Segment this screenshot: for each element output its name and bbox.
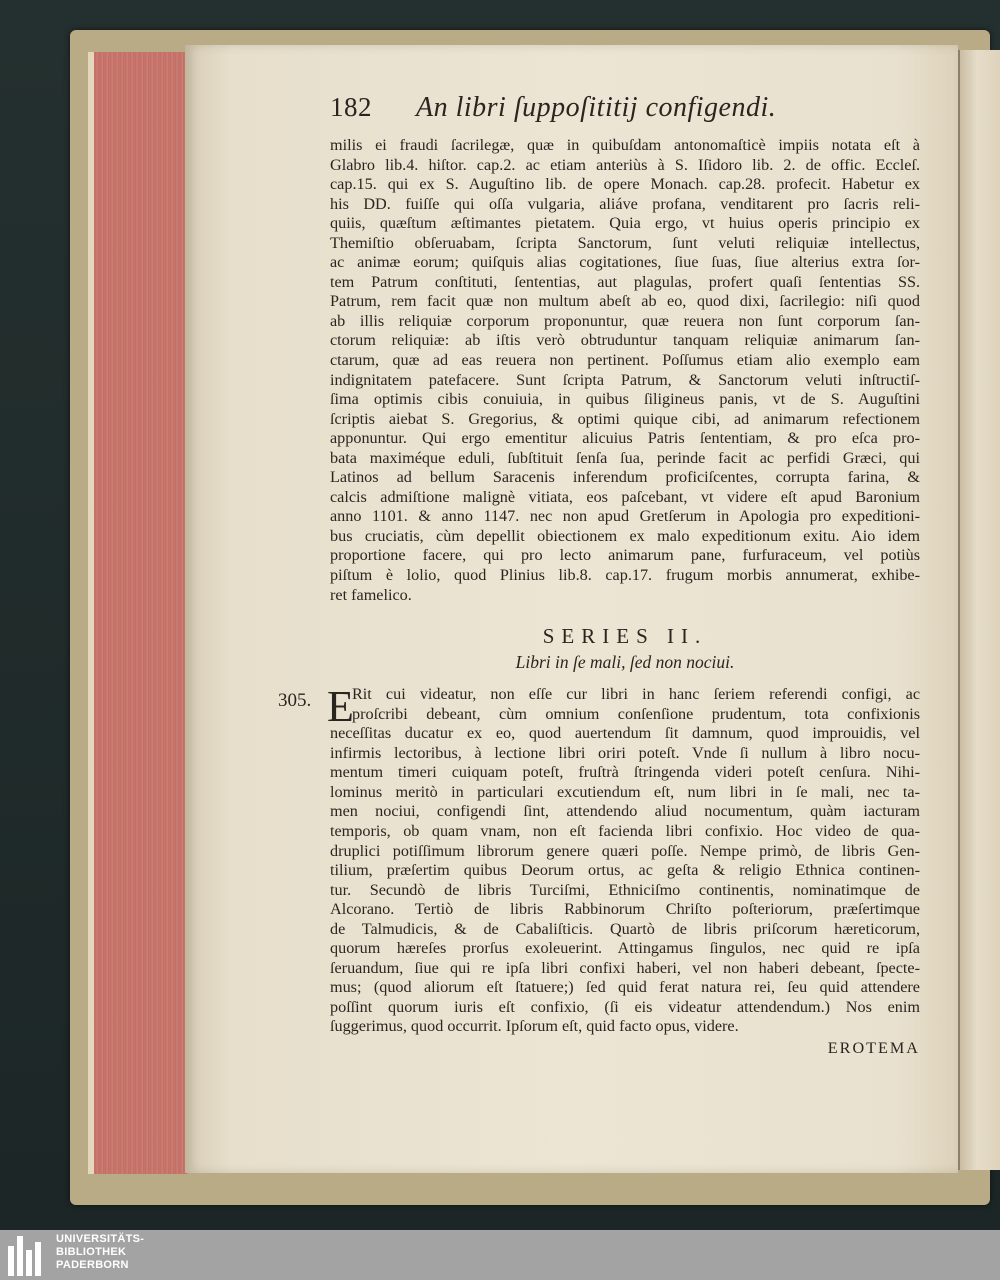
page-text <box>327 92 920 1059</box>
text-line: bus cruciatis, cùm depellit obiectionem ex malo expeditionum exitu. Aio idem <box>330 526 920 545</box>
text-line: ac animæ eorum; quiſquis alias cogitationes, ſiue ſuas, ſiue alterius extra ſor- <box>330 253 920 272</box>
text-line: quorum hæreſes prorſus exoleuerint. Attingamus ſingulos, nec quid re ipſa <box>330 939 920 958</box>
text-line: ab illis reliquiæ corporum proponuntur, quæ reuera non ſunt corporum ſan- <box>330 311 920 330</box>
text-line: anno 1101. & anno 1147. nec non apud Gretſerum in Apologia pro expeditioni- <box>330 507 920 526</box>
running-head <box>330 92 920 136</box>
section-heading: SERIES II. <box>542 624 708 649</box>
text-line: cap.15. qui ex S. Auguſtino lib. de opere Monach. cap.28. profecit. Habetur ex <box>330 175 920 194</box>
text-line: neceſſitas ducatur ex eo, quod auertendum ſit damnum, quod improuidis, vel <box>330 724 920 743</box>
text-line: ſuggerimus, quod occurrit. Ipſorum eſt, quid facto opus, videre. <box>330 1017 739 1036</box>
library-name <box>56 1233 144 1272</box>
text-line: temporis, ob quam vnam, non eſt facienda libri confixio. Hoc video de qua- <box>330 821 920 840</box>
drop-cap: E <box>327 682 354 732</box>
library-name-line-3: PADERBORN <box>56 1259 129 1271</box>
library-name-line-1: UNIVERSITÄTS- <box>56 1233 145 1245</box>
text-line: druplici potiſſimum librorum genere quæri poſſe. Nempe primò, de libris Gen- <box>330 841 920 860</box>
text-line: poſſint quorum iuris eſt confixio, (ſi eis videatur attendendum.) Nos enim <box>330 997 920 1016</box>
page-edges <box>88 52 188 1174</box>
running-title: An libri ſuppoſititij configendi. <box>416 92 777 123</box>
text-line: Latinos ad bellum Saracenis inferendum proficiſcentes, corrupta farina, & <box>330 468 920 487</box>
text-line: bata maximéque eduli, ſubſtituit ſenſa ſua, perinde facit ac perfidi Græci, qui <box>330 448 920 467</box>
text-line: tem Patrum conſtituti, ſententias, aut plagulas, profert quaſi ſententias SS. <box>330 272 920 291</box>
library-logo-icon <box>8 1234 48 1276</box>
margin-number: 305. <box>278 690 312 711</box>
text-line: infirmis lectoribus, à lectione libri oriri poteſt. Vnde ſi nullum à libro nocu- <box>330 743 920 762</box>
text-line: ſeruandum, ſiue qui re ipſa libri confixi haberi, vel non haberi debeant, ſpecte- <box>330 958 920 977</box>
library-footer-bar <box>0 1230 1000 1280</box>
text-line: mentum timeri cuiquam poteſt, fruſtrà ſtringenda videri poteſt cenſura. Nihi- <box>330 763 920 782</box>
text-line: ctarum, quæ ad eas reuera non pertinent. Poſſumus etiam alio exemplo eam <box>330 351 920 370</box>
catchword: EROTEMA <box>827 1038 920 1057</box>
text-line: proportione facere, qui pro lecto animarum pane, furfuraceum, vel potiùs <box>330 546 920 565</box>
text-line: apponuntur. Qui ergo ementitur alicuius Patris ſententiam, & pro eſca pro- <box>330 429 920 448</box>
text-line: indignitatem patefacere. Sunt ſcripta Patrum, & Sanctorum veluti inſtructiſ- <box>330 370 920 389</box>
text-line: mus; (quod aliorum eſt ſtatuere;) ſed quid ferat natura rei, ſeu quid attendere <box>330 978 920 997</box>
text-line: de Talmudicis, & de Cabaliſticis. Quartò de libris priſcorum hæreticorum, <box>330 919 920 938</box>
text-line: piſtum è lolio, quod Plinius lib.8. cap.17. frugum morbis annumerat, exhibe- <box>330 566 920 585</box>
paragraph-1 <box>330 136 920 605</box>
text-line: lominus meritò in particulari excutiendum eſt, num libri in ſe mali, nec ta- <box>330 782 920 801</box>
text-line: Glabro lib.4. hiſtor. cap.2. ac etiam anteriùs à S. Iſidoro lib. 2. de offic. Eccleſ. <box>330 155 920 174</box>
text-line: calcis admiſtione malignè vitiata, eos paſcebant, vt videre eſt apud Baronium <box>330 487 920 506</box>
text-line: ctorum reliquiæ: ab iſtis verò obtruduntur tanquam reliquiæ animarum ſan- <box>330 331 920 350</box>
text-line: his DD. fuiſſe qui oſſa vulgaria, aliáve profana, venditarent pro ſacris reli- <box>330 194 920 213</box>
text-line: Rit cui videatur, non eſſe cur libri in hanc ſeriem referendi configi, ac <box>352 685 920 704</box>
text-line: men nociui, configendi ſint, attendendo aliud nocumentum, quàm iacturam <box>330 802 920 821</box>
text-line: Patrum, rem facit quæ non multum abeſt ab eo, quod dixi, ſacrilegio: niſi quod <box>330 292 920 311</box>
text-line: tilium, præſertim quibus Deorum ortus, ac geſta & religio Ethnica continen- <box>330 861 920 880</box>
text-line: ſcriptis aiebat S. Gregorius, & optimi quique cibi, ad animarum refectionem <box>330 409 920 428</box>
library-name-line-2: BIBLIOTHEK <box>56 1246 127 1258</box>
text-line: milis ei fraudi ſacrilegæ, quæ in quibuſdam antonomaſticè impiis notata eſt à <box>330 136 920 154</box>
paragraph-2 <box>327 682 920 1037</box>
text-line: Alcorano. Tertiò de libris Rabbinorum Chriſto poſteriorum, præſertimque <box>330 900 920 919</box>
text-line: quiis, quæſtum æſtimantes pietatem. Quia ergo, vt huius operis principio ex <box>330 214 920 233</box>
section-subtitle: Libri in ſe mali, ſed non nociui. <box>515 652 735 673</box>
text-line: ſima optimis cibis conuiuia, in quibus ſiligineus panis, vt de S. Auguſtini <box>330 390 920 409</box>
text-line: proſcribi debeant, cùm omnium conſenſione prudentum, tota confixionis <box>352 704 920 723</box>
text-line: Themiſtio obſeruabam, ſcripta Sanctorum, ſunt veluti reliquiæ intellectus, <box>330 233 920 252</box>
text-line: tur. Secundò de libris Turciſmi, Ethniciſmo continentis, nominatimque de <box>330 880 920 899</box>
facing-page-edge <box>958 50 1000 1170</box>
page-number: 182 <box>330 92 372 122</box>
text-line: ret famelico. <box>330 585 412 604</box>
